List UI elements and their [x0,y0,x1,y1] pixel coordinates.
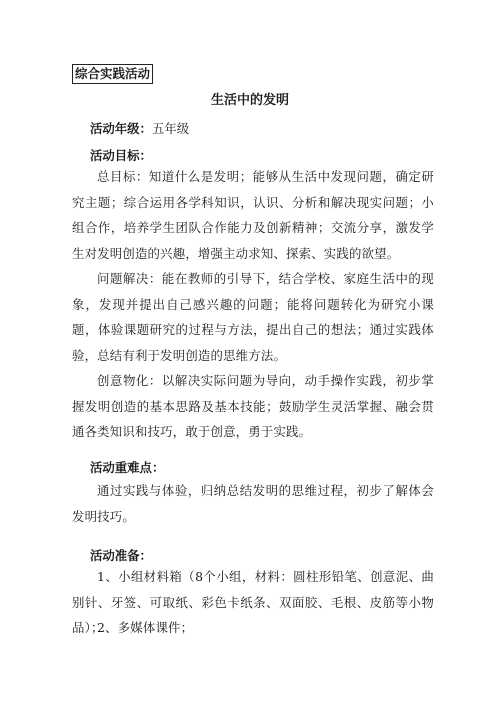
keypoints-heading: 活动重难点： [90,460,165,475]
goal-creative-paragraph: 创意物化：以解决实际问题为导向，动手操作实践，初步掌握发明创造的基本思路及基本技能；鼓励学生灵活掌握、融会贯通各类知识和技巧，敢于创意，勇于实践。 [72,373,434,439]
grade-line [90,121,189,137]
goal-problem-paragraph: 问题解决：能在教师的引导下，结合学校、家庭生活中的现象，发现并提出自己感兴趣的问题；能将问题转化为研究小课题，体验课题研究的过程与方法，提出自己的想法；通过实践体验，总结有利于发明创造的思维方法。 [72,271,434,363]
preparation-heading: 活动准备： [90,548,152,563]
page-title: 生活中的发明 [210,93,289,108]
grade-label: 活动年级： [90,121,152,136]
category-tag: 综合实践活动 [72,64,153,84]
goal-overall-paragraph: 总目标：知道什么是发明；能够从生活中发现问题，确定研究主题；综合运用各学科知识，认识、分析和解决现实问题；小组合作，培养学生团队合作能力及创新精神；交流分享，激发学生对发明创造的兴趣，增强主动求知、探索、实践的欲望。 [72,169,434,261]
preparation-item-1: 1、小组材料箱（8个小组，材料：圆柱形铅笔、创意泥、曲别针、牙签、可取纸、彩色卡纸条、双面胶、毛根、皮筋等小物品）； [72,569,434,635]
goals-heading: 活动目标： [90,148,152,163]
preparation-item-2: 2、多媒体课件； [97,620,194,635]
keypoints-paragraph: 通过实践与体验，归纳总结发明的思维过程，初步了解体会发明技巧。 [72,483,434,524]
grade-value: 五年级 [151,121,190,136]
